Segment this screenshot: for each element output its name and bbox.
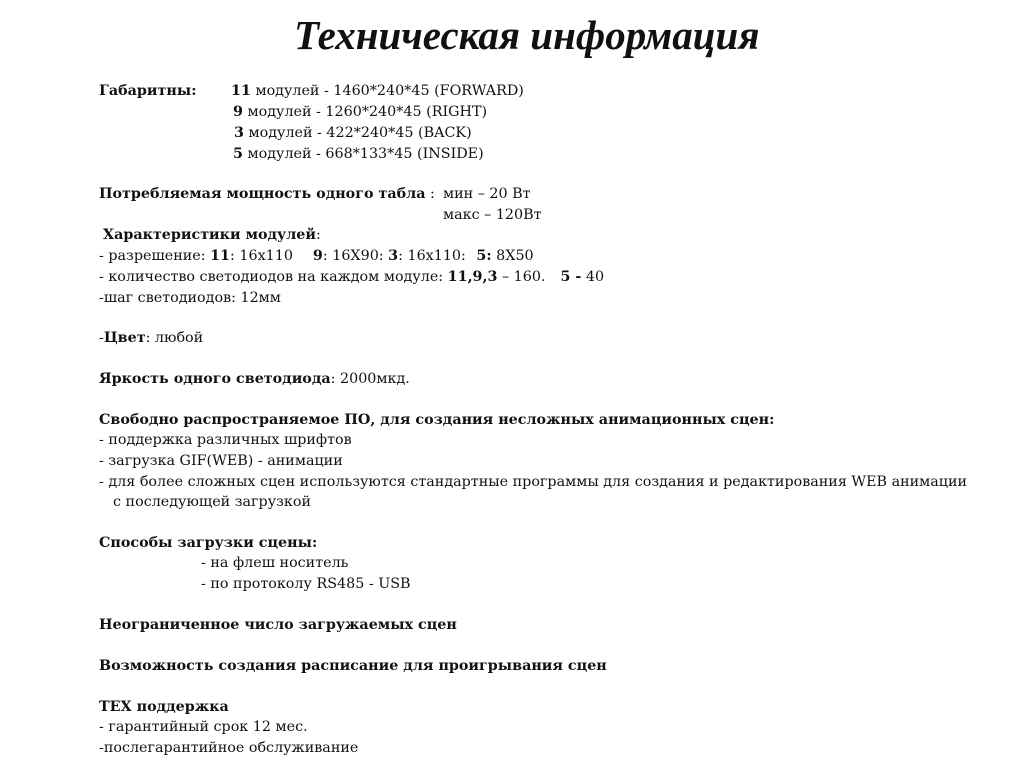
brightness-line: Яркость одного светодиода: 2000мкд. [99,371,410,387]
dimensions-row-forward: 11 модулей - 1460*240*45 (FORWARD) [231,83,524,99]
dimensions-row-right: 9 модулей - 1260*240*45 (RIGHT) [233,104,488,120]
support-item: -послегарантийное обслуживание [99,740,359,756]
dimensions-label: Габаритны: [99,83,197,99]
software-item: - для более сложных сцен используются стандартные программы для создания и редактирования WEB анимации [99,474,968,490]
page-title: Техническая информация [294,12,760,58]
upload-heading: Способы загрузки сцены: [99,535,318,551]
modules-resolution: - разрешение: 11: 16x110 9: 16X90: 3: 16x110: 5: 8X50 [99,248,534,264]
upload-item: - по протоколу RS485 - USB [201,576,411,592]
unlimited-scenes: Неограниченное число загружаемых сцен [99,617,457,633]
power-max: макс – 120Вт [443,207,542,223]
support-item: - гарантийный срок 12 мес. [99,719,308,735]
dimensions-row-inside: 5 модулей - 668*133*45 (INSIDE) [233,146,484,162]
dimensions-row-back: 3 модулей - 422*240*45 (BACK) [234,125,472,141]
modules-heading: Характеристики модулей: [103,227,321,243]
schedule-line: Возможность создания расписание для проигрывания сцен [99,658,607,674]
modules-led-count: - количество светодиодов на каждом модуле: 11,9,3 – 160. 5 - 40 [99,269,605,285]
power-min: мин – 20 Вт [443,186,531,202]
software-item: - поддержка различных шрифтов [99,432,352,448]
upload-item: - на флеш носитель [201,555,349,571]
software-item-continuation: с последующей загрузкой [113,494,311,510]
software-item: - загрузка GIF(WEB) - анимации [99,453,343,469]
software-heading: Свободно распространяемое ПО, для создания несложных анимационных сцен: [99,412,775,428]
modules-led-pitch: -шаг светодиодов: 12мм [99,290,281,306]
support-heading: ТЕХ поддержка [99,699,229,715]
color-line: -Цвет: любой [99,330,204,346]
power-label: Потребляемая мощность одного табла : [99,186,435,202]
